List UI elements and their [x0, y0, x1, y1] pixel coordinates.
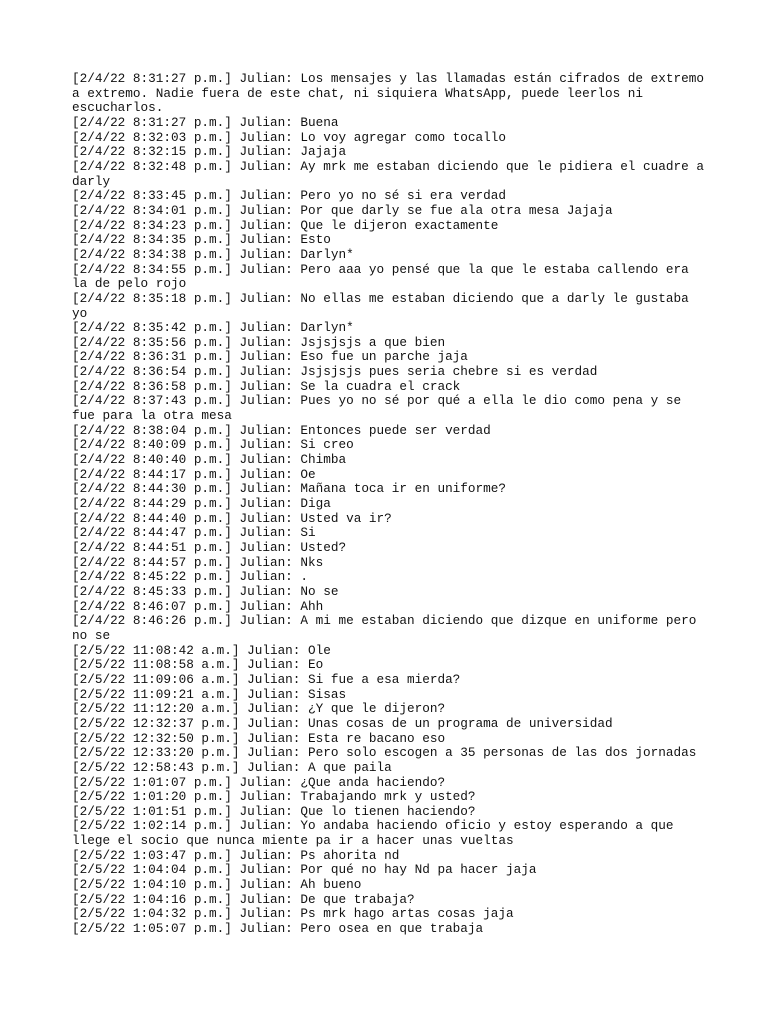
chat-line: [2/5/22 1:04:16 p.m.] Julian: De que trabaja? — [72, 891, 415, 907]
chat-line: [2/4/22 8:32:48 p.m.] Julian: Ay mrk me estaban diciendo que le pidiera el cuadre a darly — [72, 158, 704, 189]
chat-line: [2/4/22 8:44:47 p.m.] Julian: Si — [72, 525, 316, 541]
chat-line: [2/4/22 8:34:23 p.m.] Julian: Que le dijeron exactamente — [72, 217, 499, 233]
chat-line: [2/5/22 11:09:21 a.m.] Julian: Sisas — [72, 686, 347, 702]
chat-line: [2/4/22 8:46:26 p.m.] Julian: A mi me estaban diciendo que dizque en uniforme pero no se — [72, 613, 697, 643]
chat-line: [2/4/22 8:38:04 p.m.] Julian: Entonces puede ser verdad — [72, 422, 491, 438]
chat-line: [2/4/22 8:44:29 p.m.] Julian: Diga — [72, 496, 331, 512]
chat-line: [2/4/22 8:31:27 p.m.] Julian: Los mensajes y las llamadas están cifrados de extremo a extremo. Nadie fuera de este chat, ni siquiera WhatsApp, puede leerlos ni escucharlos. — [72, 71, 704, 116]
chat-line: [2/5/22 1:04:04 p.m.] Julian: Por qué no hay Nd pa hacer jaja — [72, 862, 537, 878]
chat-line: [2/4/22 8:31:27 p.m.] Julian: Buena — [72, 114, 339, 130]
chat-line: [2/5/22 1:04:10 p.m.] Julian: Ah bueno — [72, 877, 362, 893]
chat-line: [2/5/22 1:01:07 p.m.] Julian: ¿Que anda haciendo? — [72, 774, 446, 790]
chat-line: [2/4/22 8:35:18 p.m.] Julian: No ellas me estaban diciendo que a darly le gustaba yo — [72, 290, 689, 321]
chat-line: [2/4/22 8:44:30 p.m.] Julian: Mañana toca ir en uniforme? — [72, 481, 506, 497]
chat-transcript — [72, 72, 712, 937]
chat-line: [2/5/22 1:05:07 p.m.] Julian: Pero osea en que trabaja — [72, 921, 484, 937]
chat-line: [2/5/22 12:32:50 p.m.] Julian: Esta re bacano eso — [72, 730, 446, 746]
chat-line: [2/4/22 8:34:35 p.m.] Julian: Esto — [72, 232, 331, 248]
chat-line: [2/5/22 11:08:58 a.m.] Julian: Eo — [72, 657, 324, 673]
chat-line: [2/4/22 8:34:01 p.m.] Julian: Por que darly se fue ala otra mesa Jajaja — [72, 202, 613, 218]
chat-line: [2/4/22 8:46:07 p.m.] Julian: Ahh — [72, 598, 324, 614]
chat-line: [2/4/22 8:44:51 p.m.] Julian: Usted? — [72, 540, 347, 555]
chat-line: [2/4/22 8:44:17 p.m.] Julian: Oe — [72, 466, 316, 482]
chat-line: [2/5/22 1:01:20 p.m.] Julian: Trabajando mrk y usted? — [72, 789, 476, 805]
chat-line: [2/5/22 11:09:06 a.m.] Julian: Si fue a esa mierda? — [72, 671, 461, 687]
chat-line: [2/4/22 8:36:54 p.m.] Julian: Jsjsjsjs pues seria chebre si es verdad — [72, 364, 598, 380]
chat-line: [2/4/22 8:37:43 p.m.] Julian: Pues yo no sé por qué a ella le dio como pena y se fue para la otra mesa — [72, 393, 682, 424]
chat-line: [2/4/22 8:35:56 p.m.] Julian: Jsjsjsjs a que bien — [72, 334, 446, 350]
chat-line: [2/4/22 8:32:03 p.m.] Julian: Lo voy agregar como tocallo — [72, 129, 506, 145]
chat-line: [2/5/22 12:58:43 p.m.] Julian: A que paila — [72, 759, 392, 775]
chat-line: [2/5/22 11:12:20 a.m.] Julian: ¿Y que le dijeron? — [72, 701, 446, 717]
chat-line: [2/4/22 8:36:31 p.m.] Julian: Eso fue un parche jaja — [72, 349, 468, 365]
chat-line: [2/5/22 1:04:32 p.m.] Julian: Ps mrk hago artas cosas jaja — [72, 906, 514, 922]
chat-line: [2/4/22 8:34:55 p.m.] Julian: Pero aaa yo pensé que la que le estaba callendo era la de pelo rojo — [72, 261, 689, 292]
chat-line: [2/4/22 8:32:15 p.m.] Julian: Jajaja — [72, 144, 347, 160]
chat-line: [2/4/22 8:44:57 p.m.] Julian: Nks — [72, 554, 324, 570]
chat-line: [2/4/22 8:35:42 p.m.] Julian: Darlyn* — [72, 320, 354, 336]
chat-line: [2/5/22 1:03:47 p.m.] Julian: Ps ahorita nd — [72, 847, 400, 863]
chat-line: [2/5/22 11:08:42 a.m.] Julian: Ole — [72, 642, 331, 658]
chat-line: [2/4/22 8:34:38 p.m.] Julian: Darlyn* — [72, 246, 354, 262]
chat-line: [2/4/22 8:45:22 p.m.] Julian: . — [72, 569, 309, 585]
chat-line: [2/4/22 8:45:33 p.m.] Julian: No se — [72, 583, 339, 599]
chat-line: [2/4/22 8:40:40 p.m.] Julian: Chimba — [72, 452, 347, 468]
chat-line: [2/4/22 8:36:58 p.m.] Julian: Se la cuadra el crack — [72, 378, 461, 394]
chat-line: [2/4/22 8:33:45 p.m.] Julian: Pero yo no sé si era verdad — [72, 188, 506, 204]
chat-line: [2/5/22 1:02:14 p.m.] Julian: Yo andaba haciendo oficio y estoy esperando a que llege el socio que nunca miente pa ir a hacer unas vueltas — [72, 818, 674, 849]
chat-line: [2/4/22 8:40:09 p.m.] Julian: Si creo — [72, 437, 354, 453]
chat-line: [2/4/22 8:44:40 p.m.] Julian: Usted va ir? — [72, 510, 392, 526]
chat-line: [2/5/22 12:32:37 p.m.] Julian: Unas cosas de un programa de universidad — [72, 715, 613, 731]
chat-line: [2/5/22 12:33:20 p.m.] Julian: Pero solo escogen a 35 personas de las dos jornadas — [72, 745, 697, 761]
chat-line: [2/5/22 1:01:51 p.m.] Julian: Que lo tienen haciendo? — [72, 803, 476, 819]
